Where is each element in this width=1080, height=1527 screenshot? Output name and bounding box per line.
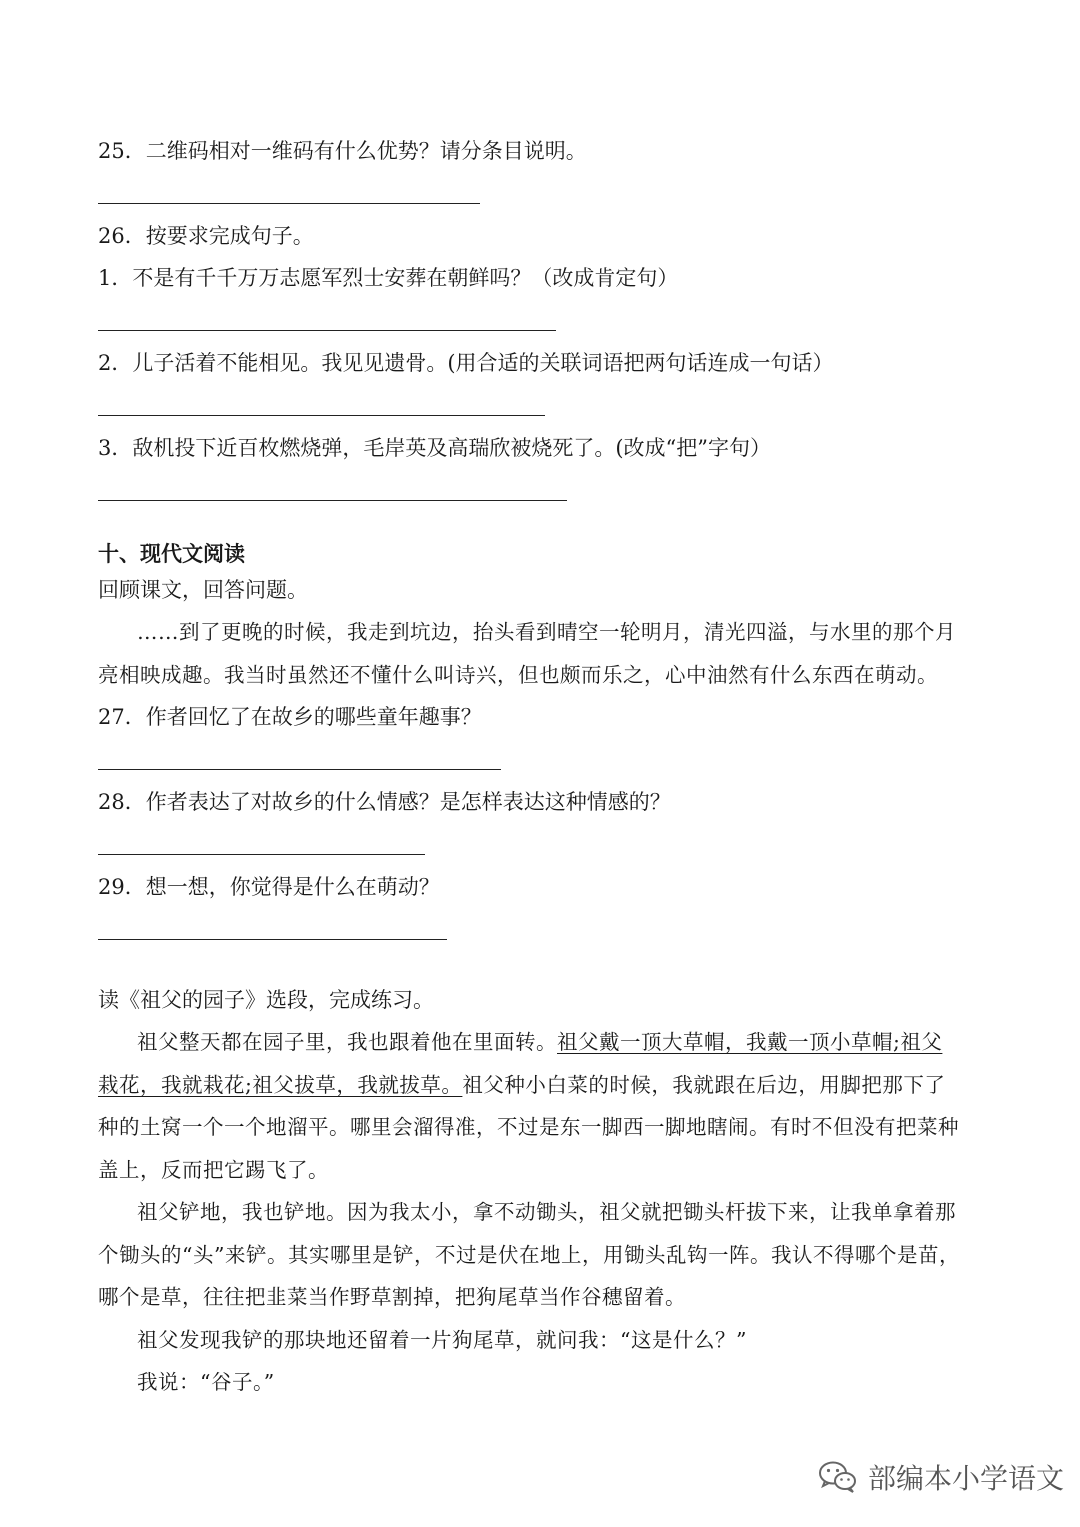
answer-line-26-3[interactable] [98, 500, 567, 501]
underlined-sentence-2: 栽花，我就栽花;祖父拔草，我就拔草。 [98, 1073, 463, 1097]
question-27: 27．作者回忆了在故乡的哪些童年趣事？ [98, 705, 482, 729]
question-26-item-3: 3．敌机投下近百枚燃烧弹，毛岸英及高瑞欣被烧死了。(改成“把”字句） [98, 436, 772, 460]
answer-line-26-2[interactable] [98, 415, 545, 416]
reading-p2-line-2: 个锄头的“头”来铲。其实哪里是铲，不过是伏在地上，用锄头乱钩一阵。我认不得哪个是苗， [98, 1243, 960, 1267]
answer-line-25[interactable] [98, 203, 480, 204]
passage-line-1: ……到了更晚的时候，我走到坑边，抬头看到晴空一轮明月，清光四溢，与水里的那个月 [137, 620, 956, 644]
reading-p4: 我说：“谷子。” [137, 1370, 275, 1394]
question-26: 26．按要求完成句子。 [98, 224, 314, 248]
question-25: 25．二维码相对一维码有什么优势？请分条目说明。 [98, 139, 587, 163]
watermark [818, 1452, 1064, 1502]
reading-p2-line-3: 哪个是草，往往把韭菜当作野草割掉，把狗尾草当作谷穗留着。 [98, 1285, 686, 1309]
question-26-item-1: 1．不是有千千万万志愿军烈士安葬在朝鲜吗？（改成肯定句） [98, 266, 679, 290]
watermark-text: 部编本小学语文 [868, 1462, 1065, 1495]
section-title: 十、现代文阅读 [98, 541, 245, 566]
reading-p3: 祖父发现我铲的那块地还留着一片狗尾草，就问我：“这是什么？” [137, 1328, 747, 1352]
question-29: 29．想一想，你觉得是什么在萌动？ [98, 875, 440, 899]
question-26-item-2: 2．儿子活着不能相见。我见见遗骨。(用合适的关联词语把两句话连成一句话） [98, 351, 834, 375]
answer-line-27[interactable] [98, 769, 501, 770]
reading-p2-line-1: 祖父铲地，我也铲地。因为我太小，拿不动锄头，祖父就把锄头杆拔下来，让我单拿着那 [137, 1200, 956, 1224]
reading-p1-line-1-a: 祖父整天都在园子里，我也跟着他在里面转。 [137, 1030, 557, 1054]
reading-p1-line-3: 种的土窝一个一个地溜平。哪里会溜得准，不过是东一脚西一脚地瞎闹。有时不但没有把菜种 [98, 1115, 959, 1139]
answer-line-29[interactable] [98, 939, 447, 940]
reading-intro: 读《祖父的园子》选段，完成练习。 [98, 988, 434, 1012]
reading-p1-line-1 [137, 1028, 942, 1056]
section-intro: 回顾课文，回答问题。 [98, 578, 308, 602]
answer-line-26-1[interactable] [98, 330, 556, 331]
question-28: 28．作者表达了对故乡的什么情感？是怎样表达这种情感的？ [98, 790, 671, 814]
reading-p1-line-2 [98, 1071, 945, 1099]
passage-line-2: 亮相映成趣。我当时虽然还不懂什么叫诗兴，但也颇而乐之，心中油然有什么东西在萌动。 [98, 663, 938, 687]
underlined-sentence-1: 祖父戴一顶大草帽，我戴一顶小草帽;祖父 [557, 1030, 943, 1054]
wechat-icon [818, 1460, 858, 1494]
answer-line-28[interactable] [98, 854, 425, 855]
reading-p1-line-4: 盖上，反而把它踢飞了。 [98, 1158, 329, 1182]
reading-p1-line-2-b: 祖父种小白菜的时候，我就跟在后边，用脚把那下了 [462, 1073, 946, 1097]
